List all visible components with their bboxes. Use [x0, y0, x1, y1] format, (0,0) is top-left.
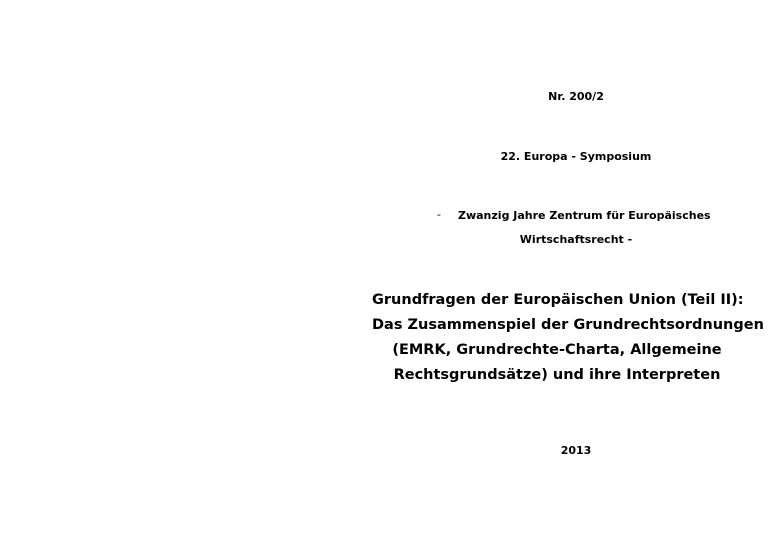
- publication-year: 2013: [560, 444, 592, 457]
- main-title: [372, 288, 764, 388]
- title-line-4: Rechtsgrundsätze) und ihre Interpreten: [393, 367, 721, 383]
- title-line-1: Grundfragen der Europäischen Union (Teil II):: [372, 292, 744, 308]
- event-title: 22. Europa - Symposium: [500, 150, 652, 163]
- subtitle-line-2: Wirtschaftsrecht -: [519, 233, 633, 246]
- title-line-3: (EMRK, Grundrechte-Charta, Allgemeine: [392, 342, 722, 358]
- series-number: Nr. 200/2: [548, 90, 604, 103]
- title-line-2: Das Zusammenspiel der Grundrechtsordnungen: [372, 317, 764, 333]
- subtitle-dash: -: [437, 208, 441, 221]
- subtitle-line-1: Zwanzig Jahre Zentrum für Europäisches: [458, 209, 711, 222]
